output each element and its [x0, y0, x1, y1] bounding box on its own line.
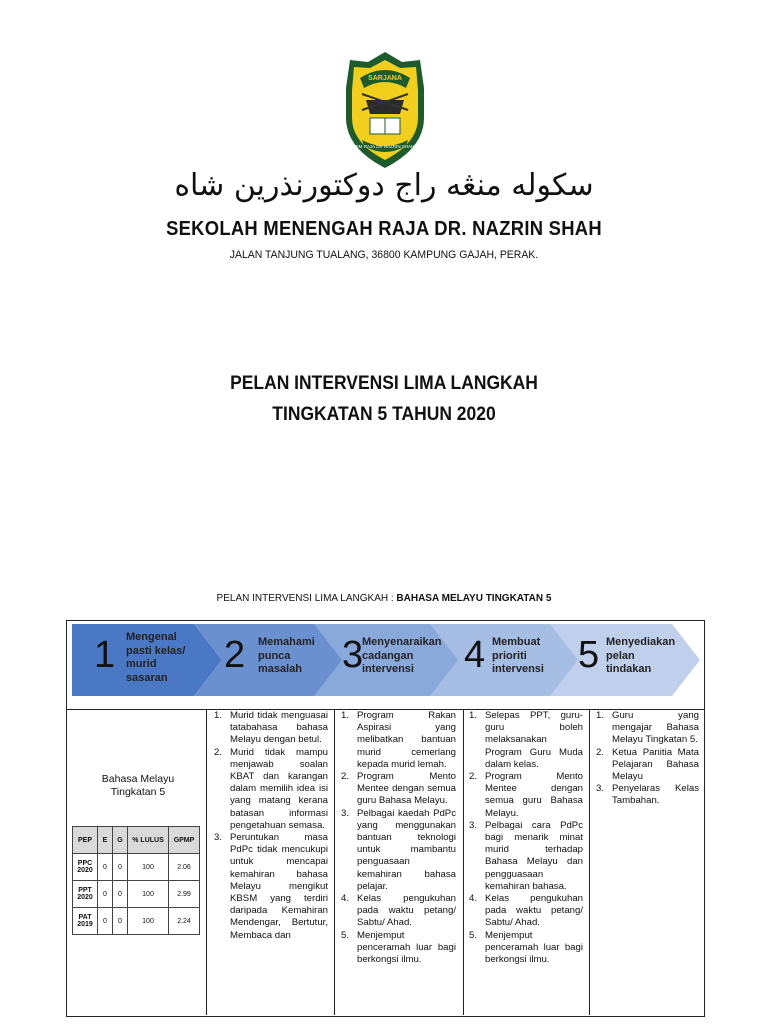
svg-text:SM RAJA DR NAZRIN SHAH: SM RAJA DR NAZRIN SHAH	[355, 144, 415, 149]
school-address: JALAN TANJUNG TUALANG, 36800 KAMPUNG GAJAH, PERAK.	[229, 249, 539, 261]
list-item-text: Program Mento Mentee dengan semua guru Bahasa Melayu.	[485, 771, 583, 819]
list-item: 3. Peruntukan masa PdPc tidak mencukupi untuk mencapai kemahiran bahasa Melayu mengikut KBSM yang terdiri daripada Kemahiran Mendengar, Bertutur, Membaca dan	[214, 832, 328, 941]
step-4-label-line: Membuat	[492, 636, 541, 648]
list-item: 1. Program Rakan Aspirasi yang melibatkan bantuan murid cemerlang kepada murid lemah.	[341, 710, 456, 770]
step-2-label	[258, 636, 315, 677]
list-item-text: Menjemput penceramah luar bagi berkongsi ilmu.	[485, 929, 583, 966]
results-header: E	[98, 827, 113, 854]
results-cell: PPC 2020	[73, 854, 98, 881]
results-cell: 100	[128, 881, 169, 908]
list-item: 1. Guru yang mengajar Bahasa Melayu Tingkatan 5.	[596, 710, 699, 746]
step-2-label-line: masalah	[258, 663, 303, 675]
list-item-text: Murid tidak mampu menjawab soalan KBAT dan karangan dalam memilih idea isi yang matang kerana batasan informasi pengetahuan semasa.	[230, 746, 328, 831]
list-item-text: Program Rakan Aspirasi yang melibatkan bantuan murid cemerlang kepada murid lemah.	[357, 710, 456, 770]
results-cell: 2.99	[169, 881, 200, 908]
step-3-label-line: Menyenaraikan	[362, 636, 442, 648]
column-prioriti-intervensi	[469, 710, 583, 966]
target-class-form: Tingkatan 5	[110, 786, 166, 798]
list-item: 2. Program Mento Mentee dengan semua guru Bahasa Melayu.	[469, 771, 583, 819]
results-cell: 2.06	[169, 854, 200, 881]
step-1-label-line: murid	[126, 658, 157, 670]
document-subtitle: TINGKATAN 5 TAHUN 2020	[272, 404, 496, 425]
results-header: GPMP	[169, 827, 200, 854]
list-item: 2. Murid tidak mampu menjawab soalan KBAT dan karangan dalam memilih idea isi yang matang kerana batasan informasi pengetahuan semasa.	[214, 746, 328, 831]
step-5-label-line: tindakan	[606, 663, 652, 675]
list-item-text: Program Mento Mentee dengan semua guru Bahasa Melayu.	[357, 771, 456, 807]
step-5-label	[606, 636, 675, 677]
results-header: % LULUS	[128, 827, 169, 854]
results-cell: 0	[113, 881, 128, 908]
list-item: 3. Pelbagai kaedah PdPc yang menggunakan bantuan teknologi untuk mambantu penguasaan kemahiran bahasa pelajar.	[341, 807, 456, 892]
step-3-label-line: cadangan	[362, 649, 414, 662]
list-item: 2. Ketua Panitia Mata Pelajaran Bahasa Melayu	[596, 746, 699, 783]
five-step-chevron-process	[72, 624, 700, 696]
results-header: G	[113, 827, 128, 854]
step-5-label-line: Menyediakan	[606, 636, 676, 648]
list-item: 2. Program Mento Mentee dengan semua guru Bahasa Melayu.	[341, 771, 456, 807]
column-divider	[589, 709, 590, 1015]
column-cadangan-intervensi	[341, 710, 456, 966]
step-2-label-line: Memahami	[258, 636, 315, 648]
results-cell: 2.24	[169, 908, 200, 935]
results-cell: 0	[98, 908, 113, 935]
column-divider	[334, 709, 335, 1015]
results-cell: 100	[128, 854, 169, 881]
results-cell: 0	[113, 908, 128, 935]
target-class-subject: Bahasa Melayu	[101, 773, 175, 785]
column-divider	[463, 709, 464, 1015]
step-1-label-line: pasti kelas/	[126, 644, 186, 657]
exam-results-table	[72, 826, 200, 935]
step-2-label-line: punca	[258, 649, 291, 662]
list-item: 4. Kelas pengukuhan pada waktu petang/ Sabtu/ Ahad.	[341, 893, 456, 929]
results-row	[73, 908, 200, 935]
school-crest-logo	[340, 48, 430, 173]
results-cell: PAT 2019	[73, 908, 98, 935]
list-item: 4. Kelas pengukuhan pada waktu petang/ Sabtu/ Ahad.	[469, 893, 583, 929]
table-caption	[0, 593, 768, 604]
document-title: PELAN INTERVENSI LIMA LANGKAH	[230, 373, 538, 394]
list-item: 3. Penyelaras Kelas Tambahan.	[596, 783, 699, 807]
caption-subject: BAHASA MELAYU TINGKATAN 5	[396, 593, 552, 604]
step-4-number: 4	[464, 634, 486, 676]
list-item: 1. Selepas PPT, guru-guru boleh melaksanakan Program Guru Muda dalam kelas.	[469, 710, 583, 770]
step-5	[550, 624, 700, 696]
list-item-text: Kelas pengukuhan pada waktu petang/ Sabtu/ Ahad.	[357, 893, 456, 929]
list-item: 5. Menjemput penceramah luar bagi berkongsi ilmu.	[469, 929, 583, 966]
step-1-label	[126, 631, 185, 685]
step-4-label	[492, 636, 544, 677]
list-item: 1. Murid tidak menguasai tatabahasa bahasa Melayu dengan betul.	[214, 710, 328, 746]
list-item-text: Kelas pengukuhan pada waktu petang/ Sabtu/ Ahad.	[485, 893, 583, 929]
list-item-text: Pelbagai cara PdPc bagi menarik minat murid terhadap Bahasa Melayu dan pengguasaan kemahiran bahasa.	[485, 819, 583, 892]
list-item-text: Murid tidak menguasai tatabahasa bahasa Melayu dengan betul.	[230, 710, 328, 746]
results-row	[73, 881, 200, 908]
step-5-number: 5	[578, 634, 600, 676]
target-class-title	[68, 773, 208, 799]
step-1-label-line: sasaran	[126, 671, 168, 684]
list-item-text: Guru yang mengajar Bahasa Melayu Tingkatan 5.	[612, 710, 699, 746]
list-item-text: Penyelaras Kelas Tambahan.	[612, 783, 699, 807]
column-punca-masalah	[214, 710, 328, 942]
caption-prefix: PELAN INTERVENSI LIMA LANGKAH :	[216, 593, 397, 604]
step-3-number: 3	[342, 634, 364, 676]
results-header: PEP	[73, 827, 98, 854]
list-item-text: Ketua Panitia Mata Pelajaran Bahasa Melayu	[612, 746, 699, 783]
svg-text:SARJANA: SARJANA	[368, 75, 402, 82]
list-item-text: Peruntukan masa PdPc tidak mencukupi untuk mencapai kemahiran bahasa Melayu mengikut KBSM yang terdiri daripada Kemahiran Mendengar, Bertutur, Membaca dan	[230, 832, 328, 941]
list-item-text: Menjemput penceramah luar bagi berkongsi ilmu.	[357, 929, 456, 966]
results-cell: PPT 2020	[73, 881, 98, 908]
results-cell: 0	[98, 881, 113, 908]
list-item-text: Pelbagai kaedah PdPc yang menggunakan bantuan teknologi untuk mambantu penguasaan kemahiran bahasa pelajar.	[357, 807, 456, 892]
step-2-number: 2	[224, 634, 246, 676]
step-3-label-line: intervensi	[362, 663, 414, 675]
column-divider	[206, 709, 207, 1015]
results-cell: 0	[98, 854, 113, 881]
step-1-number: 1	[94, 634, 116, 676]
school-name: SEKOLAH MENENGAH RAJA DR. NAZRIN SHAH	[166, 218, 602, 240]
list-item: 5. Menjemput penceramah luar bagi berkongsi ilmu.	[341, 929, 456, 966]
step-1-label-line: Mengenal	[126, 631, 177, 643]
step-4-label-line: intervensi	[492, 663, 544, 675]
list-item-text: Selepas PPT, guru-guru boleh melaksanakan Program Guru Muda dalam kelas.	[485, 710, 583, 770]
step-5-label-line: pelan	[606, 649, 635, 662]
column-pelan-tindakan	[596, 710, 699, 808]
results-cell: 100	[128, 908, 169, 935]
school-name-jawi: سکوله منڠه راج دوکتورنذرين شاه	[174, 168, 594, 203]
results-header-row	[73, 827, 200, 854]
results-cell: 0	[113, 854, 128, 881]
list-item: 3. Pelbagai cara PdPc bagi menarik minat murid terhadap Bahasa Melayu dan pengguasaan kemahiran bahasa.	[469, 819, 583, 892]
results-row	[73, 854, 200, 881]
step-4-label-line: prioriti	[492, 649, 527, 662]
